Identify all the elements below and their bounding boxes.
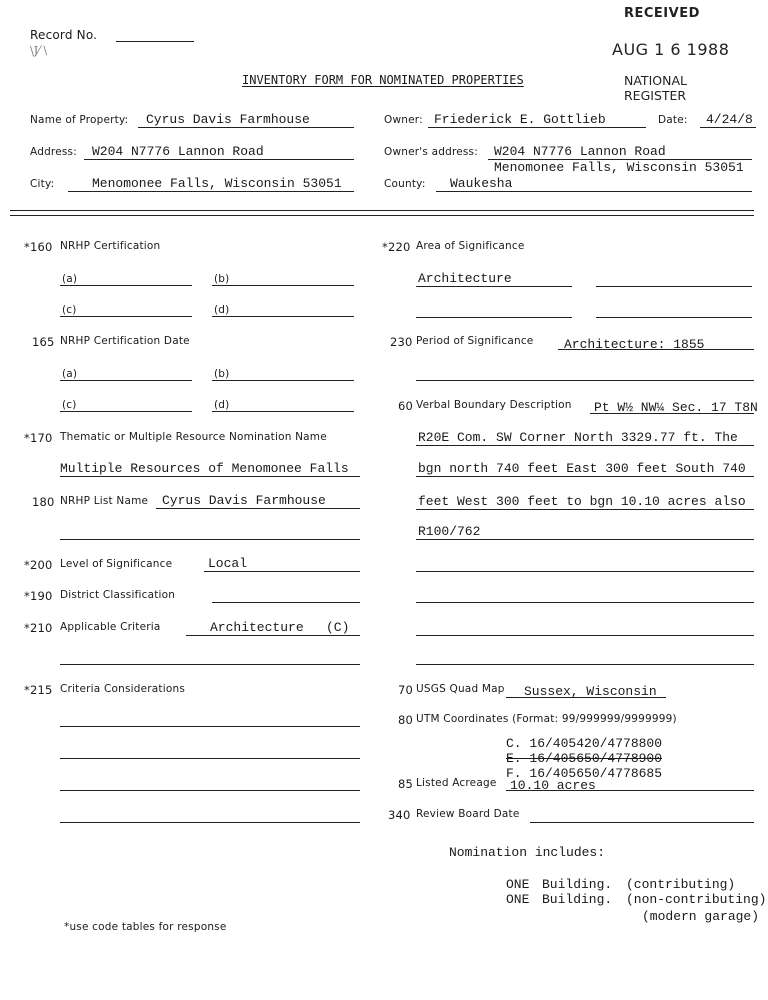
field-70-label: USGS Quad Map	[416, 683, 505, 695]
field-230-number: 230	[390, 335, 413, 349]
field-210-number: *210	[24, 621, 53, 635]
field-60-label: Verbal Boundary Description	[416, 399, 572, 411]
field-85-number: 85	[398, 777, 414, 791]
register-stamp: REGISTER	[624, 88, 687, 103]
cert-c-label: (c)	[62, 304, 77, 316]
field-85-label: Listed Acreage	[416, 777, 497, 789]
field-60-line2: bgn north 740 feet East 300 feet South 740	[418, 461, 746, 476]
city-label: City:	[30, 178, 55, 190]
nomination-1-type: Building.	[542, 877, 613, 892]
footnote: *use code tables for response	[64, 921, 227, 933]
name-of-property-label: Name of Property:	[30, 114, 129, 126]
field-60-line4: R100/762	[418, 524, 481, 539]
field-70-value: Sussex, Wisconsin	[524, 684, 657, 699]
owner-address-line2: Menomonee Falls, Wisconsin 53051	[494, 160, 744, 175]
field-210-value: Architecture	[210, 620, 304, 635]
utm-c: C. 16/405420/4778800	[506, 736, 663, 751]
field-85-value: 10.10 acres	[510, 778, 596, 793]
cert-b-label: (b)	[214, 273, 230, 285]
field-60-line3: feet West 300 feet to bgn 10.10 acres also	[418, 494, 746, 509]
field-60-line1: R20E Com. SW Corner North 3329.77 ft. The	[418, 430, 738, 445]
date-label: Date:	[658, 114, 688, 126]
field-190-number: *190	[24, 589, 53, 603]
cert-a-label: (a)	[62, 273, 78, 285]
record-no-label: Record No.	[30, 28, 98, 42]
field-340-number: 340	[388, 808, 411, 822]
owner-label: Owner:	[384, 114, 423, 126]
section-divider-bottom	[10, 215, 754, 216]
county-label: County:	[384, 178, 426, 190]
city-value: Menomonee Falls, Wisconsin 53051	[92, 176, 342, 191]
cert-date-d-label: (d)	[214, 399, 230, 411]
field-215-label: Criteria Considerations	[60, 683, 186, 695]
field-170-number: *170	[24, 431, 53, 445]
field-80-number: 80	[398, 713, 414, 727]
cert-date-a-label: (a)	[62, 368, 78, 380]
name-of-property-value: Cyrus Davis Farmhouse	[146, 112, 310, 127]
field-190-label: District Classification	[60, 589, 176, 601]
field-80-label: UTM Coordinates (Format: 99/999999/9999999)	[416, 713, 677, 725]
nomination-2-note: (modern garage)	[642, 909, 760, 924]
field-165-number: 165	[32, 335, 55, 349]
date-value: 4/24/8	[706, 112, 753, 127]
section-divider-top	[10, 210, 754, 211]
address-value: W204 N7776 Lannon Road	[92, 144, 264, 159]
owner-address-line1: W204 N7776 Lannon Road	[494, 144, 666, 159]
cert-date-b-label: (b)	[214, 368, 230, 380]
field-200-label: Level of Significance	[60, 558, 173, 570]
field-200-number: *200	[24, 558, 53, 572]
received-stamp: RECEIVED	[624, 6, 700, 21]
nomination-2-count: ONE	[506, 892, 530, 907]
handwritten-scribble-icon: \J⁄ \	[30, 44, 48, 57]
field-160-label: NRHP Certification	[60, 240, 161, 252]
field-60-line0: Pt W½ NW¼ Sec. 17 T8N	[594, 400, 758, 415]
field-200-value: Local	[208, 556, 248, 571]
county-value: Waukesha	[450, 176, 513, 191]
field-215-number: *215	[24, 683, 53, 697]
nomination-2-status: (non-contributing)	[626, 892, 767, 907]
field-220-number: *220	[382, 240, 411, 254]
field-70-number: 70	[398, 683, 414, 697]
record-no-line	[116, 41, 194, 42]
nomination-1-status: (contributing)	[626, 877, 736, 892]
address-label: Address:	[30, 146, 77, 158]
nomination-1-count: ONE	[506, 877, 530, 892]
field-170-value: Multiple Resources of Menomonee Falls	[60, 461, 349, 476]
field-340-label: Review Board Date	[416, 808, 520, 820]
field-170-label: Thematic or Multiple Resource Nomination Name	[60, 431, 327, 443]
field-230-label: Period of Significance	[416, 335, 534, 347]
field-60-number: 60	[398, 399, 414, 413]
form-title: INVENTORY FORM FOR NOMINATED PROPERTIES	[242, 73, 524, 87]
received-date-stamp: AUG 1 6 1988	[612, 40, 730, 59]
nomination-includes-title: Nomination includes:	[449, 845, 606, 860]
cert-d-label: (d)	[214, 304, 230, 316]
field-220-value: Architecture	[418, 271, 512, 286]
utm-e: E. 16/405650/4778900	[506, 751, 663, 766]
national-stamp: NATIONAL	[624, 73, 687, 88]
utm-f: F. 16/405650/4778685	[506, 766, 663, 781]
field-160-number: *160	[24, 240, 53, 254]
owner-address-label: Owner's address:	[384, 146, 478, 158]
field-210-label: Applicable Criteria	[60, 621, 161, 633]
field-220-label: Area of Significance	[416, 240, 525, 252]
field-230-value: Architecture: 1855	[564, 337, 705, 352]
cert-date-c-label: (c)	[62, 399, 77, 411]
nomination-2-type: Building.	[542, 892, 613, 907]
owner-value: Friederick E. Gottlieb	[434, 112, 606, 127]
field-180-number: 180	[32, 495, 55, 509]
field-210-extra: (C)	[326, 620, 350, 635]
field-165-label: NRHP Certification Date	[60, 335, 190, 347]
field-180-value: Cyrus Davis Farmhouse	[162, 493, 326, 508]
field-180-label: NRHP List Name	[60, 495, 149, 507]
